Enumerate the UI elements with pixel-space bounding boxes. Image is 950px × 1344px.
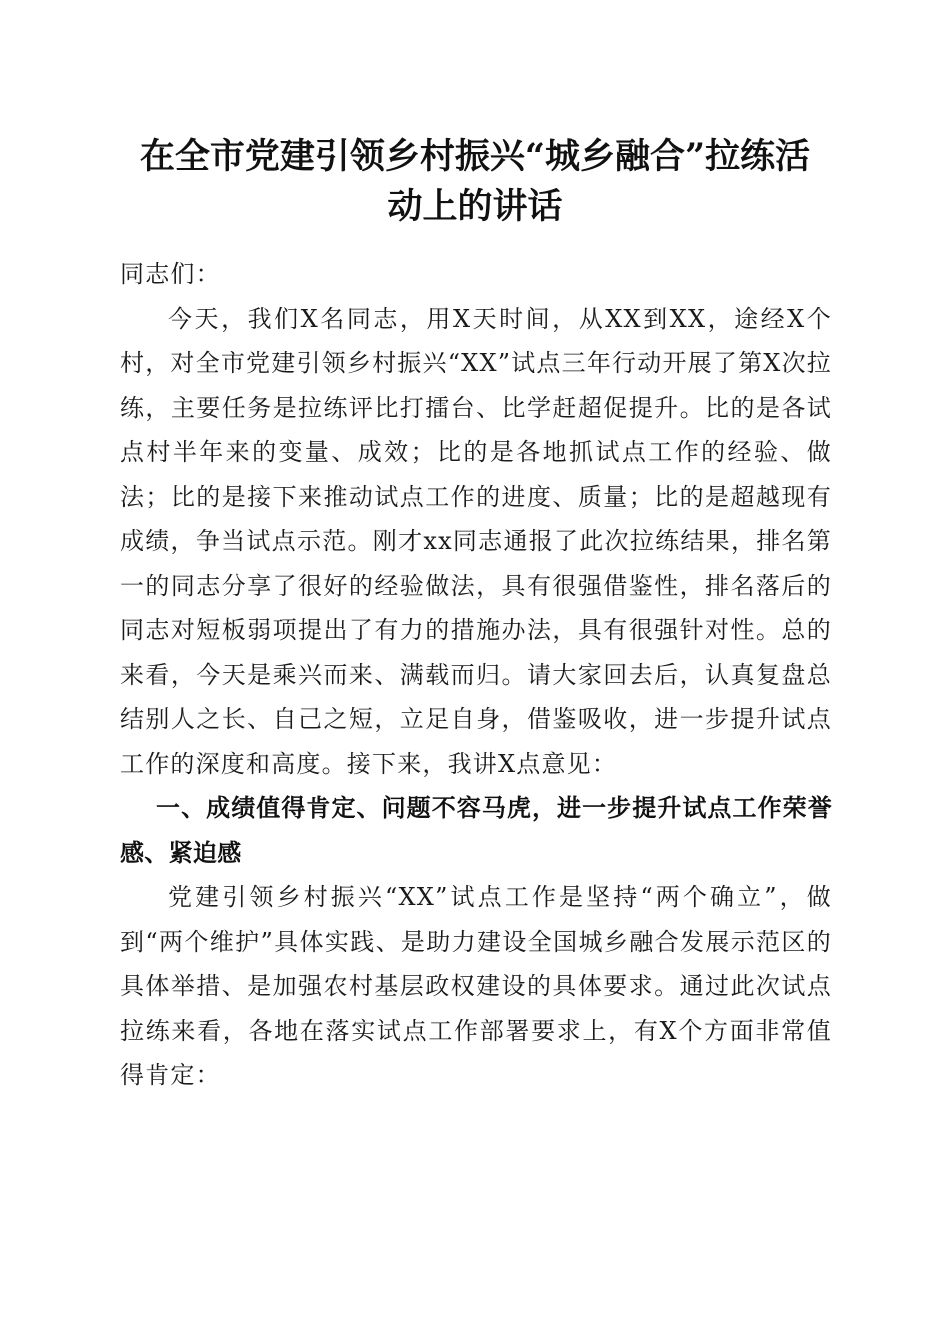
section-heading-1: 一、成绩值得肯定、问题不容马虎，进一步提升试点工作荣誉感、紧迫感 (120, 794, 832, 867)
title-line-1: 在全市党建引领乡村振兴“城乡融合”拉练活 (139, 136, 811, 177)
paragraph-section-1: 党建引领乡村振兴“XX”试点工作是坚持“两个确立”，做到“两个维护”具体实践、是助力建设全国城乡融合发展示范区的具体举措、是加强农村基层政权建设的具体要求。通过此次试点拉练来看，各地在落实试点工作部署要求上，有X个方面非常值得肯定： (120, 883, 832, 1089)
paragraph-opening: 今天，我们X名同志，用X天时间，从XX到XX，途经X个村，对全市党建引领乡村振兴“XX”试点三年行动开展了第X次拉练，主要任务是拉练评比打擂台、比学赶超促提升。比的是各试点村半年来的变量、成效；比的是各地抓试点工作的经验、做法；比的是接下来推动试点工作的进度、质量；比的是超越现有成绩，争当试点示范。刚才xx同志通报了此次拉练结果，排名第一的同志分享了很好的经验做法，具有很强借鉴性，排名落后的同志对短板弱项提出了有力的措施办法，具有很强针对性。总的来看，今天是乘兴而来、满载而归。请大家回去后，认真复盘总结别人之长、自己之短，立足自身，借鉴吸收，进一步提升试点工作的深度和高度。接下来，我讲X点意见： (120, 304, 832, 778)
salutation: 同志们： (120, 260, 221, 288)
document-body (120, 252, 832, 1098)
title-line-2: 动上的讲话 (387, 186, 563, 227)
document-title (110, 132, 840, 232)
